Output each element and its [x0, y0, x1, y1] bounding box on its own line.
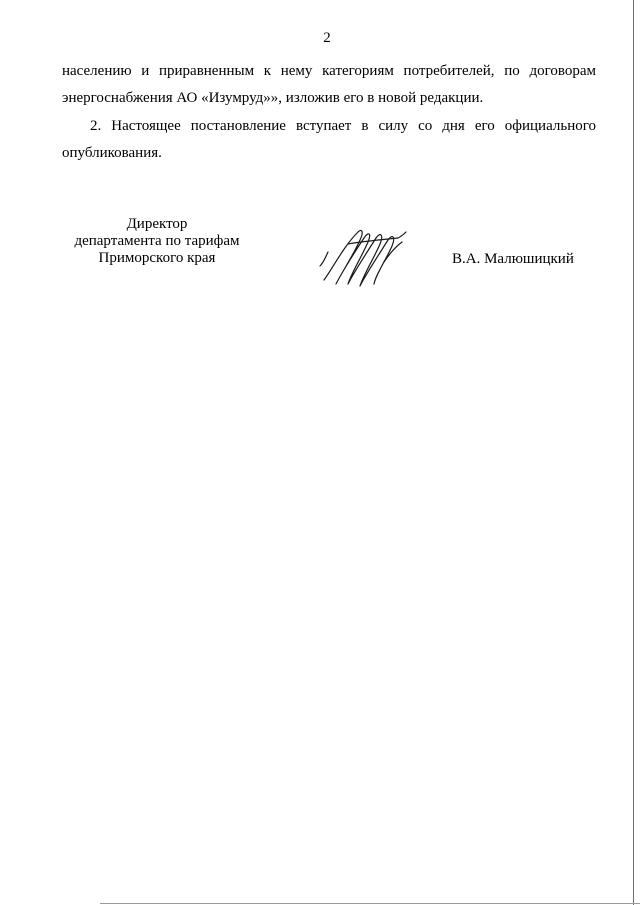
- handwritten-signature: [318, 226, 413, 288]
- signatory-title-line: Приморского края: [98, 250, 216, 266]
- page-number: 2: [323, 30, 331, 46]
- paragraph-2: 2. Настоящее постановление вступает в силу со дня его официального опубликования.: [62, 118, 596, 161]
- scan-bottom-line: [100, 903, 640, 904]
- signatory-name: В.А. Малюшицкий: [452, 251, 574, 267]
- signatory-title-line: департамента по тарифам: [74, 233, 240, 249]
- signatory-title-line: Директор: [126, 216, 188, 232]
- signatory-title: [62, 216, 252, 267]
- paragraph-continuation: населению и приравненным к нему категориям потребителей, по договорам энергоснабжения АО «Изумруд»», изложив его в новой редакции.: [62, 63, 596, 106]
- scan-edge-line: [633, 0, 634, 905]
